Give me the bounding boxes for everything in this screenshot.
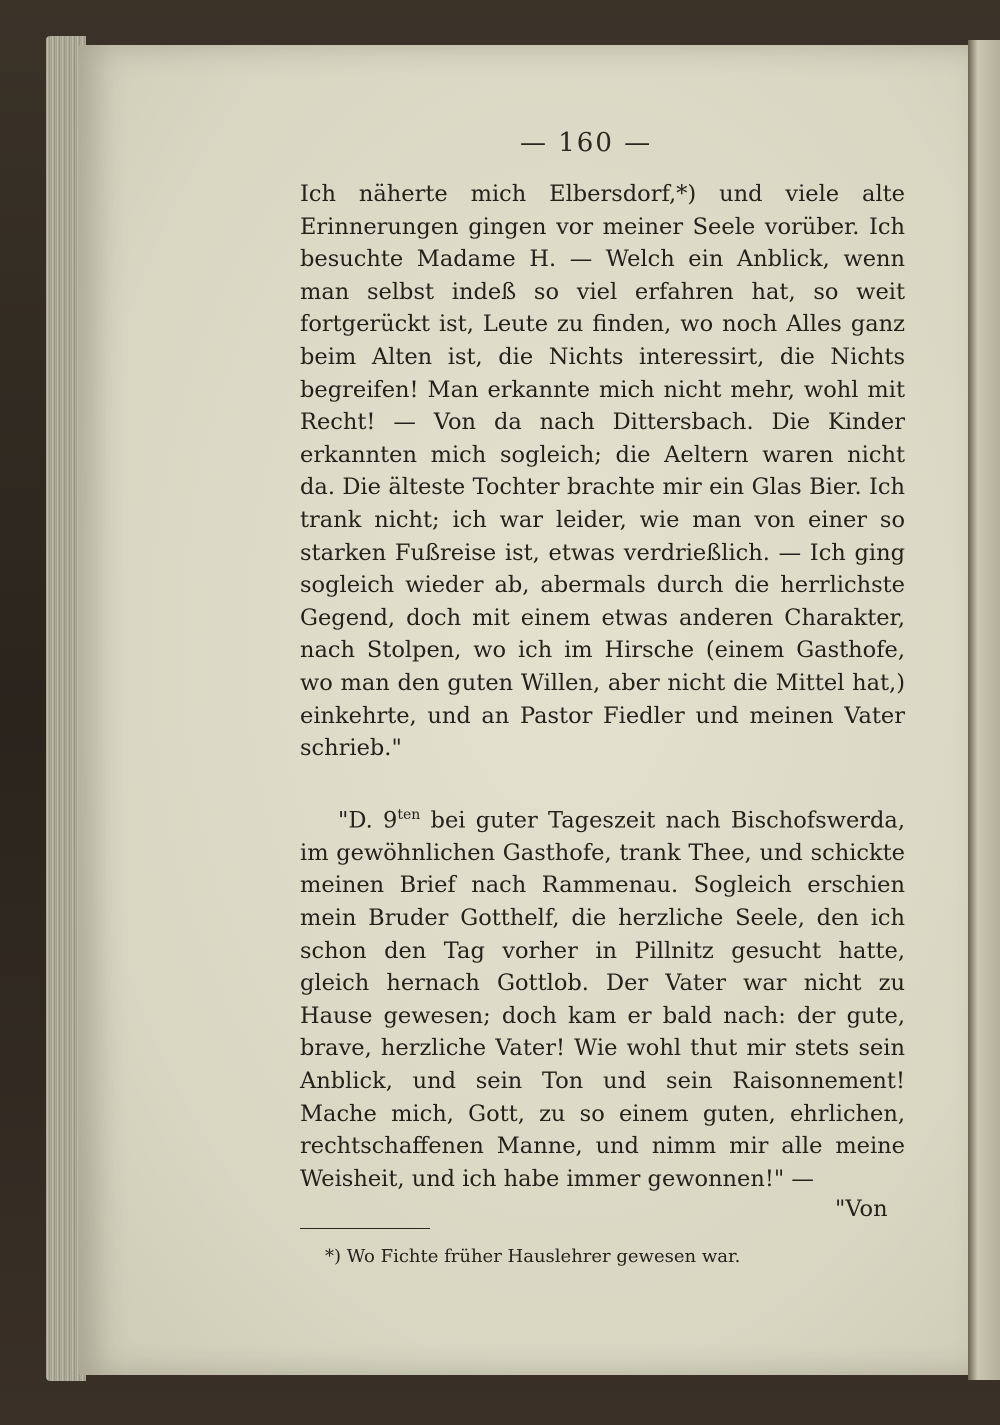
footnote: *) Wo Fichte früher Hauslehrer gewesen war. [325,1246,741,1267]
paragraph-2-start: "D. 9 [338,807,398,834]
body-text [300,178,905,1195]
page-number-header: — 160 — [520,128,653,158]
paragraph-2 [300,799,905,1196]
paragraph-2-rest: bei guter Tageszeit nach Bischofswerda, im gewöhnlichen Gasthofe, trank Thee, und schickte meinen Brief nach Rammenau. Sogleich erschien mein Bruder Gotthelf, die herzliche Seele, den ich schon den Tag vorher in Pillnitz gesucht hatte, gleich hernach Gottlob. Der Vater war nicht zu Hause gewesen; doch kam er bald nach: der gute, brave, herzliche Vater! Wie wohl thut mir stets sein Anblick, und sein Ton und sein Raisonnement! Mache mich, Gott, zu so einem guten, ehrlichen, rechtschaffenen Manne, und nimm mir alle meine Weisheit, und ich habe immer gewonnen!" — [300,807,905,1192]
catchword: "Von [835,1196,888,1222]
footnote-rule [300,1228,430,1229]
paragraph-1: Ich näherte mich Elbersdorf,*) und viele alte Erinnerungen gingen vor meiner Seele vorüber. Ich besuchte Madame H. — Welch ein Anblick, wenn man selbst indeß so viel erfahren hat, so weit fortgerückt ist, Leute zu finden, wo noch Alles ganz beim Alten ist, die Nichts interessirt, die Nichts begreifen! Man erkannte mich nicht mehr, wohl mit Recht! — Von da nach Dittersbach. Die Kinder erkannten mich sogleich; die Aeltern waren nicht da. Die älteste Tochter brachte mir ein Glas Bier. Ich trank nicht; ich war leider, wie man von einer so starken Fußreise ist, etwas verdrießlich. — Ich ging sogleich wieder ab, abermals durch die herrlichste Gegend, doch mit einem etwas anderen Charakter, nach Stolpen, wo ich im Hirsche (einem Gasthofe, wo man den guten Willen, aber nicht die Mittel hat,) einkehrte, und an Pastor Fiedler und meinen Vater schrieb." [300,181,905,762]
facing-page-edge [968,40,1000,1380]
paragraph-2-superscript: ten [397,806,421,823]
